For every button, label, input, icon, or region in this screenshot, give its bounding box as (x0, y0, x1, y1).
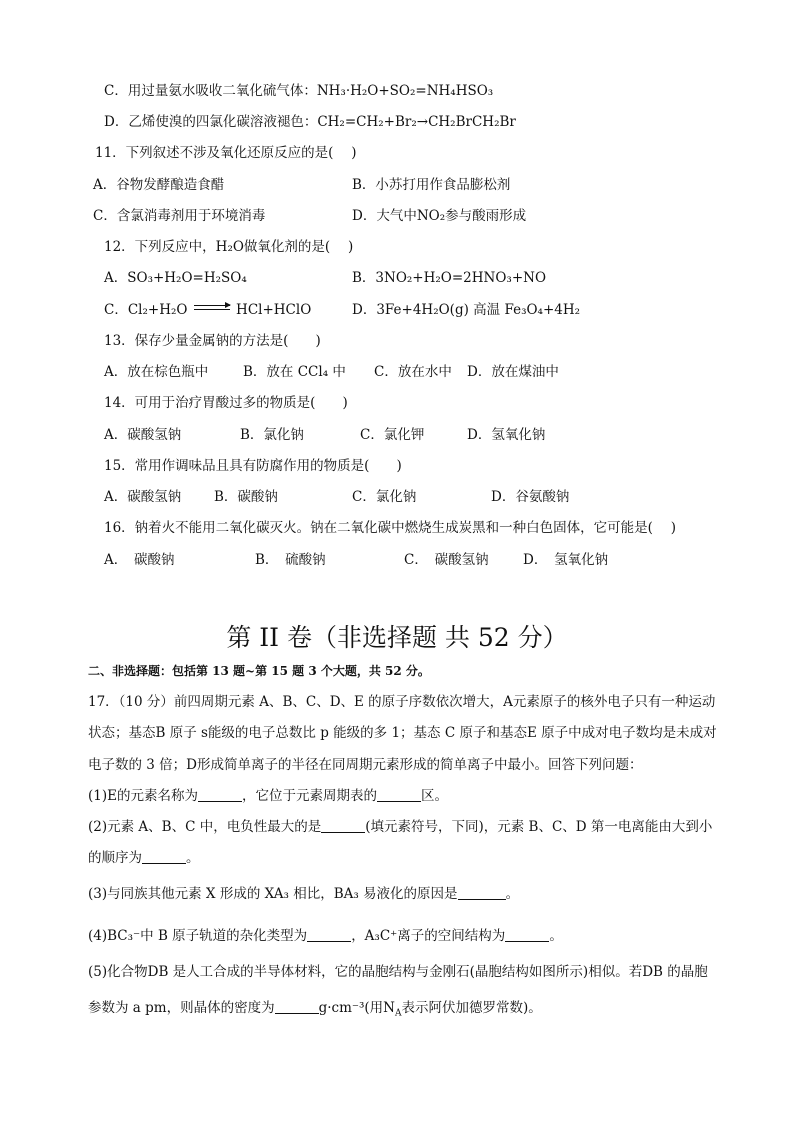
q17-p4-a: (4) (88, 928, 108, 944)
answer-blank[interactable] (307, 927, 351, 942)
q17-line-3: 电子数的 3 倍；D形成简单离子的半径在同周期元素形成的简单离子中最小。回答下列问题： (88, 757, 643, 773)
q10-option-c: C．用过量氨水吸收二氧化硫气体：NH₃·H₂O+SO₂=NH₄HSO₃ (104, 83, 494, 99)
q14-option-d: D．氢氧化钠 (467, 427, 546, 443)
q17-p2-a: (2)元素 A、B、C 中，电负性最大的是 (88, 819, 322, 835)
q12-option-b: B．3NO₂+H₂O=2HNO₃+NO (352, 270, 547, 286)
answer-blank[interactable] (505, 927, 549, 942)
q17-line-2: 状态；基态B 原子 s能级的电子总数比 p 能级的多 1；基态 C 原子和基态E 原子中成对电子数均是未成对 (88, 725, 717, 741)
answer-blank[interactable] (377, 787, 421, 802)
q11-option-c: C．含氯消毒剂用于环境消毒 (93, 208, 266, 224)
q17-p5-sub: A (395, 1008, 402, 1019)
q17-p2-c: 的顺序为 (88, 850, 142, 866)
q12-c-right: HCl+HClO (236, 302, 312, 318)
q14-option-a: A．碳酸氢钠 (104, 427, 182, 443)
q11-stem: 11．下列叙述不涉及氧化还原反应的是( ) (95, 145, 357, 161)
q17-p5-b: 参数为 a pm，则晶体的密度为 (88, 1000, 275, 1016)
q15-option-a: A．碳酸氢钠 (104, 489, 182, 505)
q17-part-3 (88, 884, 519, 904)
q12-option-c (104, 300, 311, 320)
section-title: 第 II 卷（非选择题 共 52 分） (226, 623, 568, 652)
q17-p1-a: (1)E的元素名称为 (88, 788, 198, 804)
q17-p2-d: 。 (186, 850, 200, 866)
q11-option-a: A．谷物发酵酿造食醋 (93, 177, 225, 193)
q17-p5-c: g·cm⁻³(用N (318, 1000, 395, 1016)
q16-option-b: B． 硫酸钠 (255, 552, 326, 568)
q17-part-2-cont (88, 848, 200, 868)
section-intro: 二、非选择题：包括第 13 题~第 15 题 3 个大题，共 52 分。 (88, 664, 430, 678)
q12-option-a: A．SO₃+H₂O=H₂SO₄ (104, 270, 247, 286)
q17-part-1 (88, 786, 448, 806)
answer-blank[interactable] (275, 999, 319, 1014)
q15-stem: 15．常用作调味品且具有防腐作用的物质是( ) (104, 458, 402, 474)
q12-option-d (352, 300, 580, 320)
q15-option-c: C．氯化钠 (352, 489, 417, 505)
q17-p2-b: (填元素符号，下同)，元素 B、C、D 第一电离能由大到小 (365, 819, 713, 835)
q17-part-2 (88, 817, 712, 837)
equilibrium-arrow-icon (192, 302, 232, 314)
q12-c-left: C．Cl₂+H₂O (104, 302, 188, 318)
q14-stem: 14．可用于治疗胃酸过多的物质是( ) (104, 395, 348, 411)
q13-option-a: A．放在棕色瓶中 (104, 364, 209, 380)
q17-p1-b: ，它位于元素周期表的 (241, 788, 377, 804)
q17-p4-c: ，A₃C⁺离子的空间结构为 (351, 928, 506, 944)
q13-option-b: B．放在 CCl₄ 中 (243, 364, 346, 380)
q17-p4-d: 。 (549, 928, 563, 944)
q17-p5-d: 表示阿伏加德罗常数)。 (401, 1000, 542, 1016)
q12-d-condition: 高温 (473, 302, 501, 318)
q10-option-d: D．乙烯使溴的四氯化碳溶液褪色：CH₂=CH₂+Br₂→CH₂BrCH₂Br (104, 114, 516, 130)
q12-d-right: Fe₃O₄+4H₂ (504, 302, 581, 318)
q13-stem: 13．保存少量金属钠的方法是( ) (104, 333, 321, 349)
q17-part-4 (88, 926, 563, 946)
answer-blank[interactable] (198, 787, 242, 802)
q14-option-b: B．氯化钠 (240, 427, 304, 443)
q16-option-a: A． 碳酸钠 (104, 552, 175, 568)
q15-option-d: D．谷氨酸钠 (491, 489, 570, 505)
q13-option-c: C．放在水中 (374, 364, 452, 380)
q12-d-left: D．3Fe+4H₂O(g) (352, 302, 469, 318)
q17-p3-a: (3)与同族其他元素 X 形成的 XA₃ 相比，BA₃ 易液化的原因是 (88, 886, 458, 902)
q11-option-b: B．小苏打用作食品膨松剂 (352, 177, 511, 193)
q16-option-c: C． 碳酸氢钠 (404, 552, 489, 568)
q17-p1-c: 区。 (420, 788, 448, 804)
q17-p4-ion: BC₃⁻ (107, 928, 141, 944)
q17-p4-b: 中 B 原子轨道的杂化类型为 (140, 928, 308, 944)
q16-stem: 16．钠着火不能用二氧化碳灭火。钠在二氧化碳中燃烧生成炭黑和一种白色固体，它可能是( ) (104, 520, 677, 536)
q17-part-5: (5)化合物DB 是人工合成的半导体材料，它的晶胞结构与金刚石(晶胞结构如图所示)相似。若DB 的晶胞 (88, 964, 708, 980)
q12-stem: 12．下列反应中，H₂O做氧化剂的是( ) (104, 239, 354, 255)
answer-blank[interactable] (321, 818, 365, 833)
answer-blank[interactable] (142, 849, 186, 864)
q17-part-5-cont (88, 998, 542, 1024)
q17-line-1: 17．（10 分）前四周期元素 A、B、C、D、E 的原子序数依次增大，A元素原子的核外电子只有一种运动 (88, 694, 716, 710)
q17-p3-b: 。 (505, 886, 520, 902)
q11-option-d: D．大气中NO₂参与酸雨形成 (352, 208, 527, 224)
q13-option-d: D．放在煤油中 (467, 364, 559, 380)
answer-blank[interactable] (458, 885, 506, 900)
q16-option-d: D． 氢氧化钠 (523, 552, 609, 568)
q15-option-b: B．碳酸钠 (214, 489, 278, 505)
q14-option-c: C．氯化钾 (360, 427, 425, 443)
